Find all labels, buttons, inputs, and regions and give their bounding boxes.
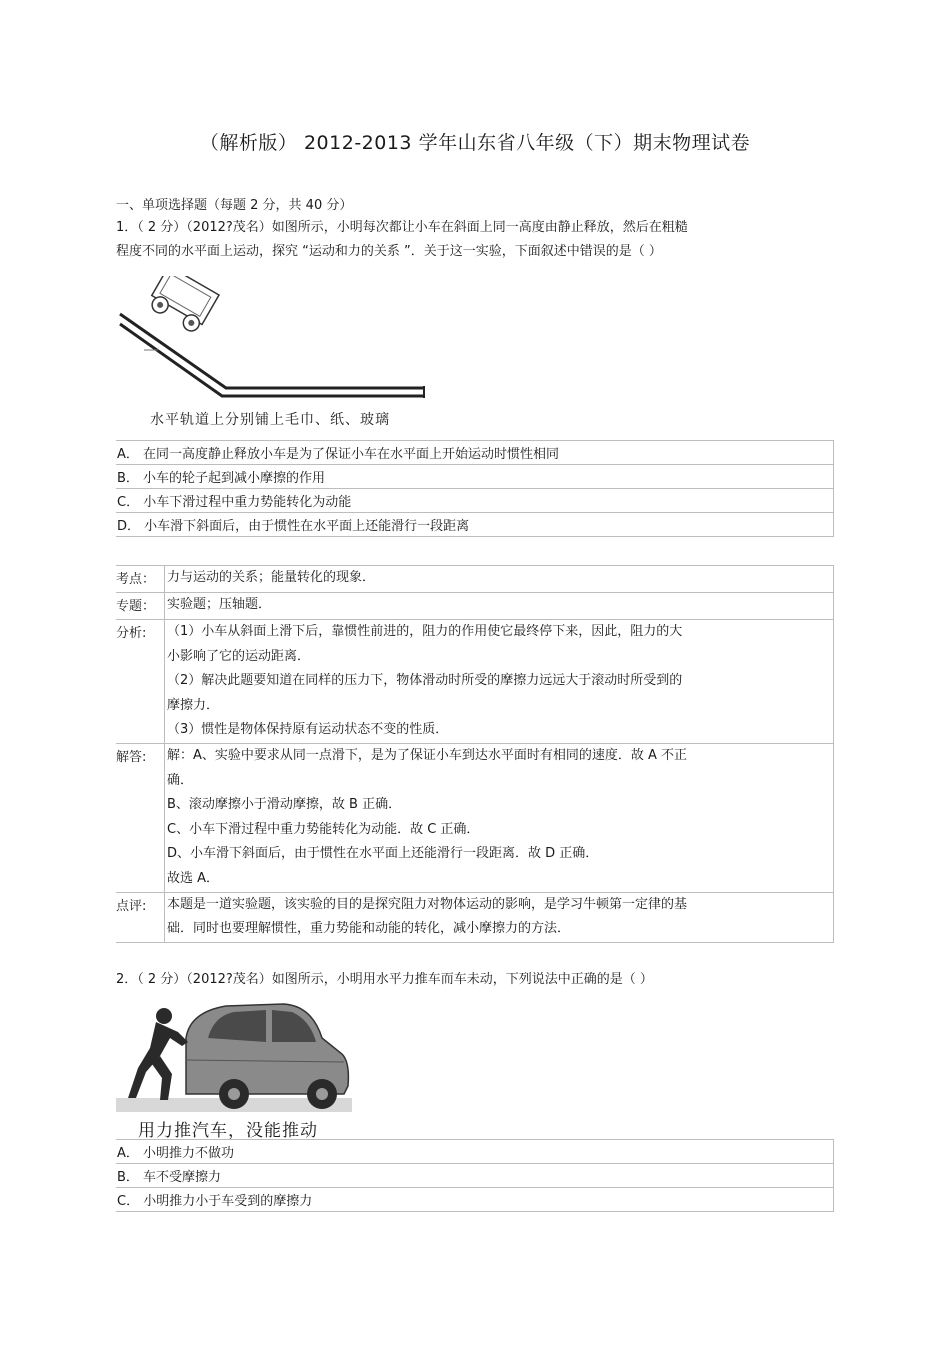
page-title: （解析版） 2012-2013 学年山东省八年级（下）期末物理试卷 <box>199 132 751 154</box>
jieda-line: D、小车滑下斜面后，由于惯性在水平面上还能滑行一段距离．故 D 正确． <box>167 846 599 862</box>
fenxi-line: （3）惯性是物体保持原有运动状态不变的性质． <box>167 722 449 738</box>
option-a: A． 小明推力不做功 <box>116 1140 834 1164</box>
option-b: B． 车不受摩擦力 <box>116 1164 834 1188</box>
question-1-analysis <box>116 565 834 943</box>
zhuanti-label: 专题： <box>116 593 165 620</box>
figure-2-caption: 用力推汽车，没能推动 <box>138 1121 318 1141</box>
fenxi-line: 小影响了它的运动距离． <box>167 648 311 664</box>
figure-1-caption: 水平轨道上分别铺上毛巾、纸、玻璃 <box>150 412 390 428</box>
dianping-line: 础．同时也要理解惯性，重力势能和动能的转化，减小摩擦力的方法． <box>167 921 571 937</box>
option-a: A． 在同一高度静止释放小车是为了保证小车在水平面上开始运动时惯性相同 <box>116 441 834 465</box>
option-b: B． 小车的轮子起到减小摩擦的作用 <box>116 465 834 489</box>
fenxi-line: （1）小车从斜面上滑下后，靠惯性前进的，阻力的作用使它最终停下来，因此，阻力的大 <box>167 624 683 639</box>
question-1-line-2: 程度不同的水平面上运动，探究 “运动和力的关系 ”．关于这一实验，下面叙述中错误的是（ ） <box>116 244 662 259</box>
fenxi-text <box>165 620 834 744</box>
jieda-line: 确． <box>167 772 194 788</box>
jieda-line: 解：A、实验中要求从同一点滑下，是为了保证小车到达水平面时有相同的速度．故 A 不正 <box>167 747 688 763</box>
kaodian-label: 考点： <box>116 566 165 593</box>
question-2-options <box>116 1139 834 1212</box>
dianping-label: 点评: <box>116 892 165 942</box>
fenxi-line: （2）解决此题要知道在同样的压力下，物体滑动时所受的摩擦力远远大于滚动时所受到的 <box>167 673 683 689</box>
question-1-line-1: 1．（ 2 分）（2012?茂名）如图所示，小明每次都让小车在斜面上同一高度由静止释放，然后在粗糙 <box>116 220 688 235</box>
fenxi-label: 分析: <box>116 620 165 744</box>
fenxi-line: 摩擦力． <box>167 697 220 713</box>
option-c: C． 小明推力小于车受到的摩擦力 <box>116 1188 834 1212</box>
incline-cart-drawing <box>116 276 436 406</box>
option-c: C． 小车下滑过程中重力势能转化为动能 <box>116 489 834 513</box>
jieda-line: C、小车下滑过程中重力势能转化为动能．故 C 正确． <box>167 821 480 837</box>
push-car-figure <box>116 998 356 1140</box>
question-1-options <box>116 440 834 537</box>
jieda-text <box>165 743 834 892</box>
option-d: D． 小车滑下斜面后，由于惯性在水平面上还能滑行一段距离 <box>116 513 834 537</box>
dianping-line: 本题是一道实验题，该实验的目的是探究阻力对物体运动的影响，是学习牛顿第一定律的基 <box>167 896 688 912</box>
jieda-line: B、滚动摩擦小于滑动摩擦，故 B 正确． <box>167 797 402 813</box>
push-car-drawing <box>116 998 356 1116</box>
zhuanti-text: 实验题；压轴题． <box>167 597 272 612</box>
question-2-line-1: 2．（ 2 分）（2012?茂名）如图所示，小明用水平力推车而车未动，下列说法中正确的是（ ） <box>116 972 653 987</box>
kaodian-text: 力与运动的关系；能量转化的现象． <box>167 570 376 585</box>
dianping-text <box>165 892 834 942</box>
section-heading: 一、单项选择题（每题 2 分，共 40 分） <box>116 198 353 213</box>
jieda-line: 故选 A． <box>167 870 220 886</box>
jieda-label: 解答: <box>116 743 165 892</box>
incline-cart-figure <box>116 276 436 431</box>
